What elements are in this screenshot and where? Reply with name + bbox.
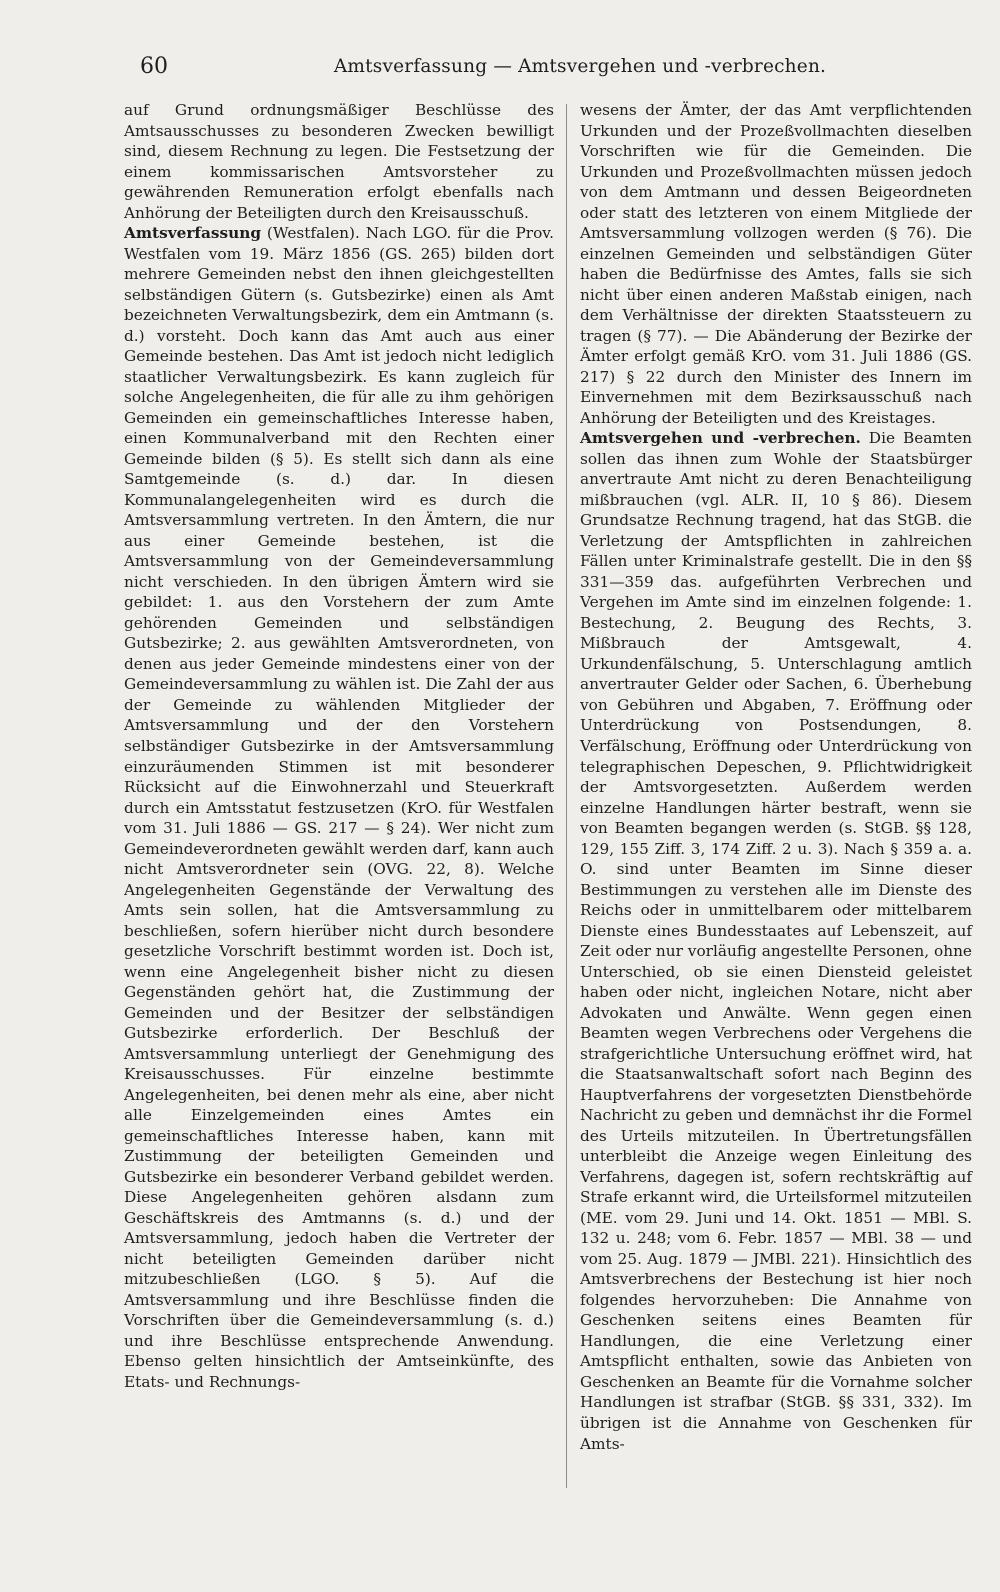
entry-heading: Amtsvergehen und -verbrechen.	[580, 429, 861, 448]
paragraph: wesens der Ämter, der das Amt verpflichtenden Urkunden und der Prozeßvollmachten dieselben Vorschriften wie für die Gemeinden. Die Urkunden und Prozeßvollmachten müssen jedoch von dem Amtmann und dessen Beigeordneten oder statt des letzteren von einem Mitgliede der Amtsversammlung vollzogen werden (§ 76). Die einzelnen Gemeinden und selbständigen Güter haben die Bedürfnisse des Amtes, falls sie sich nicht über einen anderen Maßstab einigen, nach dem Verhältnisse der direkten Staatssteuern zu tragen (§ 77). — Die Abänderung der Bezirke der Ämter erfolgt gemäß KrO. vom 31. Juli 1886 (GS. 217) § 22 durch den Minister des Innern im Einvernehmen mit dem Bezirksausschuß nach Anhörung der Beteiligten und des Kreistages.	[580, 101, 972, 427]
right-column	[580, 100, 972, 1454]
entry-text: Die Beamten sollen das ihnen zum Wohle der Staatsbürger anvertraute Amt nicht zu deren Benachteiligung mißbrauchen (vgl. ALR. II, 10 § 86). Diesem Grundsatze Rechnung tragend, hat das StGB. die Verletzung der Amtspflichten in zahlreichen Fällen unter Kriminalstrafe gestellt. Die in den §§ 331—359 das. aufgeführten Verbrechen und Vergehen im Amte sind im einzelnen folgende: 1. Bestechung, 2. Beugung des Rechts, 3. Mißbrauch der Amtsgewalt, 4. Urkundenfälschung, 5. Unterschlagung amtlich anvertrauter Gelder oder Sachen, 6. Überhebung von Gebühren und Abgaben, 7. Eröffnung oder Unterdrückung von Postsendungen, 8. Verfälschung, Eröffnung oder Unterdrückung von telegraphischen Depeschen, 9. Pflichtwidrigkeit der Amtsvorgesetzten. Außerdem werden einzelne Handlungen härter bestraft, wenn sie von Beamten begangen werden (s. StGB. §§ 128, 129, 155 Ziff. 3, 174 Ziff. 2 u. 3). Nach § 359 a. a. O. sind unter Beamten im Sinne dieser Bestimmungen zu verstehen alle im Dienste des Reichs oder in unmittelbarem oder mittelbarem Dienste eines Bundesstaates auf Lebenszeit, auf Zeit oder nur vorläufig angestellte Personen, ohne Unterschied, ob sie einen Diensteid geleistet haben oder nicht, ingleichen Notare, nicht aber Advokaten und Anwälte. Wenn gegen einen Beamten wegen Verbrechens oder Vergehens die strafgerichtliche Untersuchung eröffnet wird, hat die Staatsanwaltschaft sofort nach Beginn des Hauptverfahrens der vorgesetzten Dienstbehörde Nachricht zu geben und demnächst ihr die Formel des Urteils mitzuteilen. In Übertretungsfällen unterbleibt die Anzeige wegen Einleitung des Verfahrens, dagegen ist, sofern rechtskräftig auf Strafe erkannt wird, die Urteilsformel mitzuteilen (ME. vom 29. Juni und 14. Okt. 1851 — MBl. S. 132 u. 248; vom 6. Febr. 1857 — MBl. 38 — und vom 25. Aug. 1879 — JMBl. 221). Hinsichtlich des Amtsverbrechens der Bestechung ist hier noch folgendes hervorzuheben: Die Annahme von Geschenken seitens eines Beamten für Handlungen, die eine Verletzung einer Amtspflicht enthalten, sowie das Anbieten von Geschenken an Beamte für die Vornahme solcher Handlungen ist strafbar (StGB. §§ 331, 332). Im übrigen ist die Annahme von Geschenken für Amts-	[580, 429, 972, 1453]
entry-text: (Westfalen). Nach LGO. für die Prov. Westfalen vom 19. März 1856 (GS. 265) bilden dort mehrere Gemeinden nebst den ihnen gleichgestellten selbständigen Gütern (s. Gutsbezirke) einen als Amt bezeichneten Verwaltungsbezirk, dem ein Amtmann (s. d.) vorsteht. Doch kann das Amt auch aus einer Gemeinde bestehen. Das Amt ist jedoch nicht lediglich staatlicher Verwaltungsbezirk. Es kann zugleich für solche Angelegenheiten, die für alle zu ihm gehörigen Gemeinden ein gemeinschaftliches Interesse haben, einen Kommunalverband mit den Rechten einer Gemeinde bilden (§ 5). Es stellt sich dann als eine Samtgemeinde (s. d.) dar. In diesen Kommunalangelegenheiten wird es durch die Amtsversammlung vertreten. In den Ämtern, die nur aus einer Gemeinde bestehen, ist die Amtsversammlung von der Gemeindeversammlung nicht verschieden. In den übrigen Ämtern wird sie gebildet: 1. aus den Vorstehern der zum Amte gehörenden Gemeinden und selbständigen Gutsbezirke; 2. aus gewählten Amtsverordneten, von denen aus jeder Gemeinde mindestens einer von der Gemeindeversammlung zu wählen ist. Die Zahl der aus der Gemeinde zu wählenden Mitglieder der Amtsversammlung und der den Vorstehern selbständiger Gutsbezirke in der Amtsversammlung einzuräumenden Stimmen ist mit besonderer Rücksicht auf die Einwohnerzahl und Steuerkraft durch ein Amtsstatut festzusetzen (KrO. für Westfalen vom 31. Juli 1886 — GS. 217 — § 24). Wer nicht zum Gemeindeverordneten gewählt werden darf, kann auch nicht Amtsverordneter sein (OVG. 22, 8). Welche Angelegenheiten Gegenstände der Verwaltung des Amts sein sollen, hat die Amtsversammlung zu beschließen, sofern hierüber nicht durch besondere gesetzliche Vorschrift bestimmt worden ist. Doch ist, wenn eine Angelegenheit bisher nicht zu diesen Gegenständen gehört hat, die Zustimmung der Gemeinden und der Besitzer der selbständigen Gutsbezirke erforderlich. Der Beschluß der Amtsversammlung unterliegt der Genehmigung des Kreisausschusses. Für einzelne bestimmte Angelegenheiten, bei denen mehr als eine, aber nicht alle Einzelgemeinden eines Amtes ein gemeinschaftliches Interesse haben, kann mit Zustimmung der beteiligten Gemeinden und Gutsbezirke ein besonderer Verband gebildet werden. Diese Angelegenheiten gehören alsdann zum Geschäftskreis des Amtmanns (s. d.) und der Amtsversammlung, jedoch haben die Vertreter der nicht beteiligten Gemeinden darüber nicht mitzubeschließen (LGO. § 5). Auf die Amtsversammlung und ihre Beschlüsse finden die Vorschriften über die Gemeindeversammlung (s. d.) und ihre Beschlüsse entsprechende Anwendung. Ebenso gelten hinsichtlich der Amtseinkünfte, des Etats- und Rechnungs-	[124, 224, 554, 1391]
page-number: 60	[140, 54, 168, 79]
entry-heading: Amtsverfassung	[124, 224, 262, 243]
column-divider	[566, 104, 567, 1488]
running-title: Amtsverfassung — Amtsvergehen und -verbrechen.	[333, 56, 827, 77]
entry-amtsvergehen	[580, 428, 972, 1454]
paragraph: auf Grund ordnungsmäßiger Beschlüsse des Amtsausschusses zu besonderen Zwecken bewilligt sind, diesem Rechnung zu legen. Die Festsetzung der einem kommissarischen Amtsvorsteher zu gewährenden Remuneration erfolgt ebenfalls nach Anhörung der Beteiligten durch den Kreisausschuß.	[124, 101, 554, 222]
entry-amtsverfassung	[124, 223, 554, 1392]
page-header	[0, 48, 1000, 88]
left-column	[124, 100, 554, 1392]
